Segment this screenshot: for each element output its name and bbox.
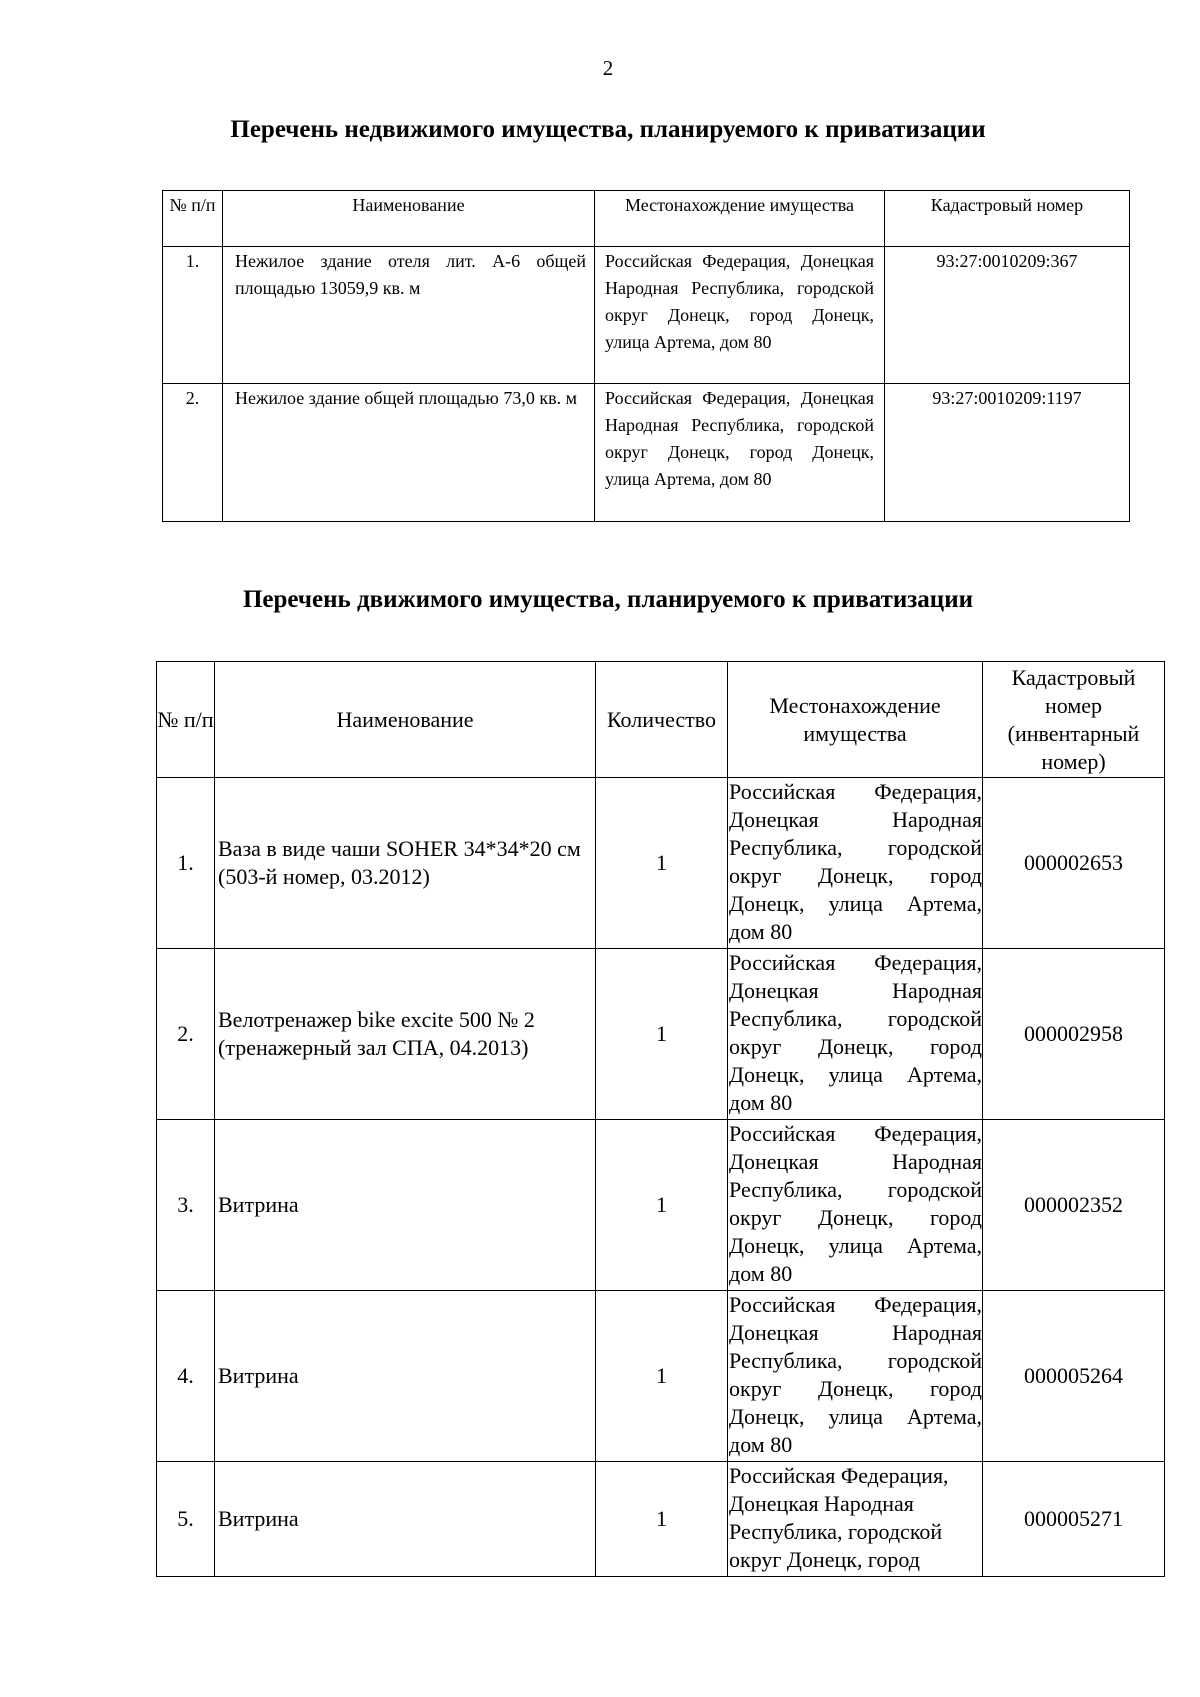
row-qty: 1 (596, 1462, 728, 1577)
table-row (163, 384, 1130, 522)
table-row (157, 778, 1165, 949)
table-header-row (157, 662, 1165, 778)
row-name: Нежилое здание отеля лит. А-6 общей площадью 13059,9 кв. м (223, 247, 595, 384)
row-cadastral: 000002958 (983, 949, 1165, 1120)
row-name: Велотренажер bike excite 500 № 2 (тренажерный зал СПА, 04.2013) (215, 949, 596, 1120)
movable-table (156, 661, 1165, 1577)
row-num: 1. (157, 778, 215, 949)
table-row (157, 1291, 1165, 1462)
header-qty: Количество (596, 662, 728, 778)
row-location: Российская Федерация, Донецкая Народная Республика, городской округ Донецк, город Донецк, улица Артема, дом 80 (595, 247, 885, 384)
row-cadastral: 000002352 (983, 1120, 1165, 1291)
row-location: Российская Федерация, Донецкая Народная Республика, городской округ Донецк, город Донецк, улица Артема, дом 80 (728, 1120, 983, 1291)
row-num: 1. (163, 247, 223, 384)
row-cadastral: 93:27:0010209:1197 (885, 384, 1130, 522)
header-name: Наименование (215, 662, 596, 778)
row-location: Российская Федерация, Донецкая Народная Республика, городской округ Донецк, город Донецк, улица Артема, дом 80 (595, 384, 885, 522)
real-estate-title: Перечень недвижимого имущества, планируемого к приватизации (230, 116, 986, 143)
row-num: 2. (157, 949, 215, 1120)
row-num: 4. (157, 1291, 215, 1462)
row-cadastral: 000005271 (983, 1462, 1165, 1577)
table-row (163, 247, 1130, 384)
row-qty: 1 (596, 1291, 728, 1462)
table-row (157, 1120, 1165, 1291)
row-name: Витрина (215, 1291, 596, 1462)
row-qty: 1 (596, 949, 728, 1120)
row-name: Нежилое здание общей площадью 73,0 кв. м (223, 384, 595, 522)
header-cadastral: Кадастровый номер (инвентарный номер) (983, 662, 1165, 778)
header-num: № п/п (163, 191, 223, 247)
header-name: Наименование (223, 191, 595, 247)
row-location: Российская Федерация, Донецкая Народная Республика, городской округ Донецк, город Донецк, улица Артема, дом 80 (728, 778, 983, 949)
table-row (157, 1462, 1165, 1577)
page-number: 2 (602, 56, 614, 80)
row-num: 3. (157, 1120, 215, 1291)
row-location: Российская Федерация, Донецкая Народная Республика, городской округ Донецк, город Донецк, улица Артема, дом 80 (728, 949, 983, 1120)
header-cadastral: Кадастровый номер (885, 191, 1130, 247)
table-row (157, 949, 1165, 1120)
row-name: Ваза в виде чаши SOHER 34*34*20 см (503-й номер, 03.2012) (215, 778, 596, 949)
row-num: 5. (157, 1462, 215, 1577)
row-cadastral: 000005264 (983, 1291, 1165, 1462)
movable-title: Перечень движимого имущества, планируемого к приватизации (242, 586, 974, 613)
row-name: Витрина (215, 1120, 596, 1291)
row-location: Российская Федерация, Донецкая Народная Республика, городской округ Донецк, город (728, 1462, 983, 1577)
row-num: 2. (163, 384, 223, 522)
row-cadastral: 000002653 (983, 778, 1165, 949)
row-location: Российская Федерация, Донецкая Народная Республика, городской округ Донецк, город Донецк, улица Артема, дом 80 (728, 1291, 983, 1462)
header-location: Местонахождение имущества (595, 191, 885, 247)
row-name: Витрина (215, 1462, 596, 1577)
row-qty: 1 (596, 778, 728, 949)
header-num: № п/п (157, 662, 215, 778)
row-cadastral: 93:27:0010209:367 (885, 247, 1130, 384)
row-qty: 1 (596, 1120, 728, 1291)
real-estate-table (162, 190, 1130, 522)
table-header-row (163, 191, 1130, 247)
header-location: Местонахождение имущества (728, 662, 983, 778)
